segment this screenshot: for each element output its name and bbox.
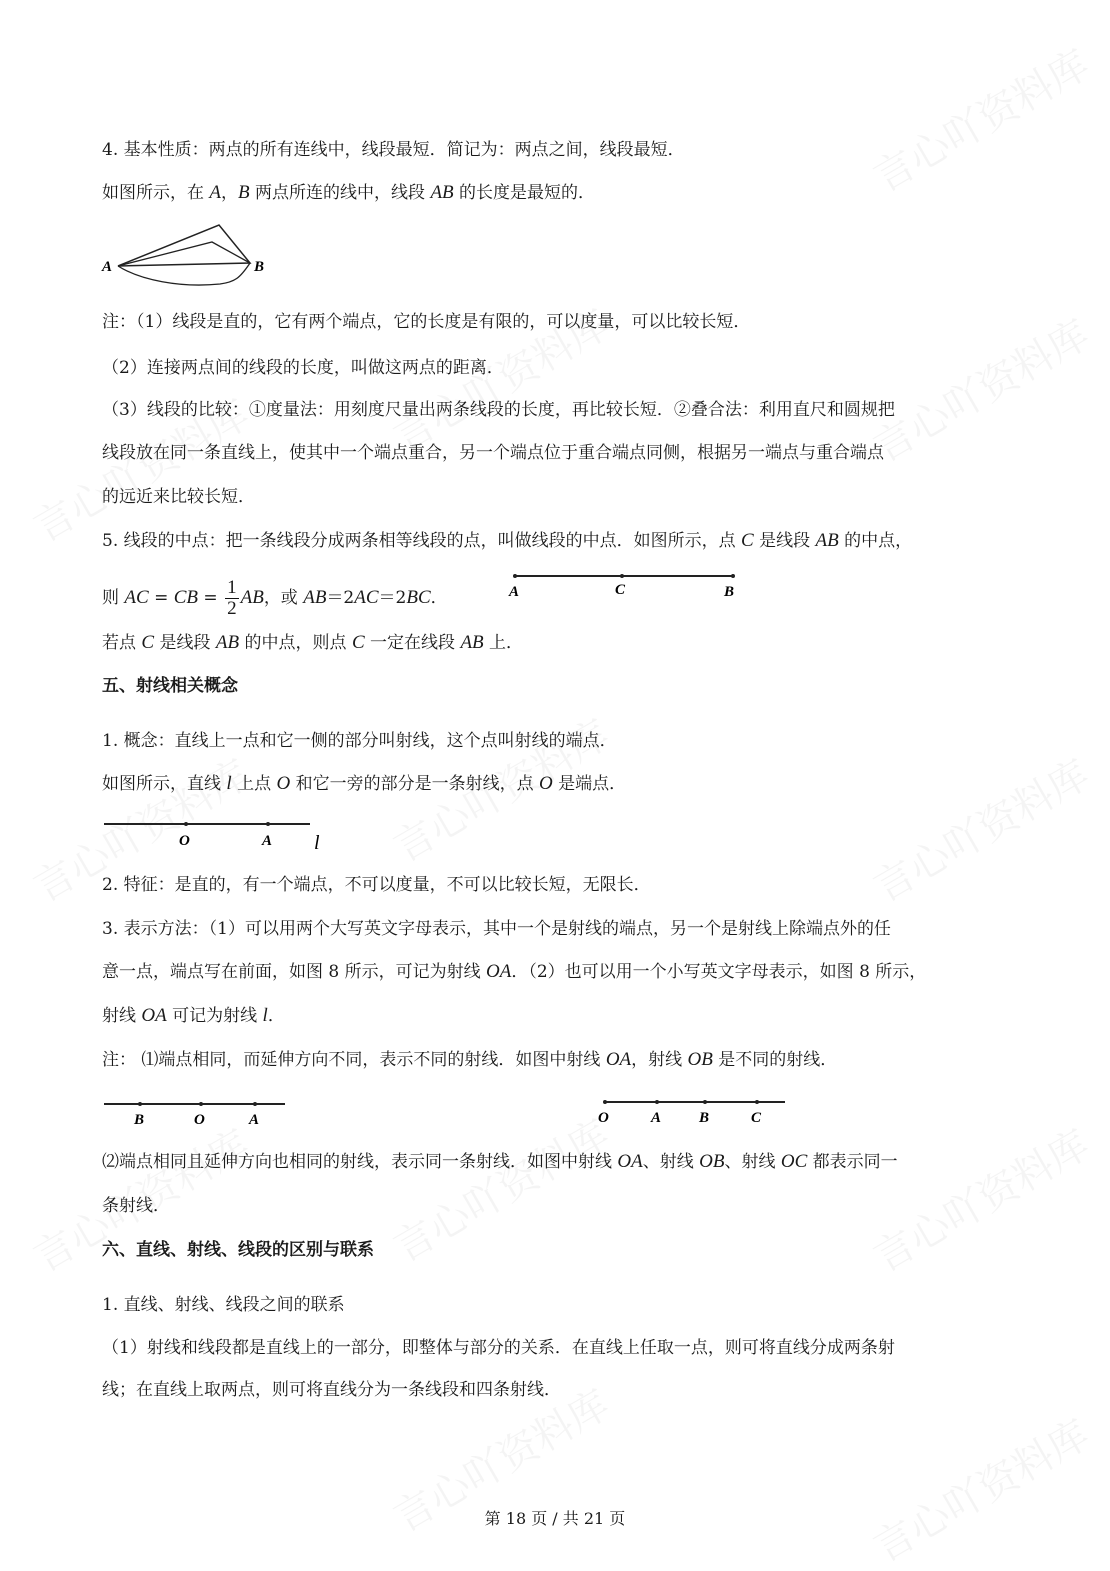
math-variable: CB [173,587,199,608]
text-line [102,917,891,941]
text-segment: 如图所示，在 [102,183,210,203]
figure-shortest-path [100,218,270,290]
math-variable: C [141,632,155,653]
text-segment: 是线段 [154,633,216,653]
text-line [102,631,523,655]
text-segment: 五、射线相关概念 [102,676,238,696]
label-c: C [751,1110,762,1126]
math-variable: O [276,773,291,794]
text-segment: （1）射线和线段都是直线上的一部分，即整体与部分的关系．在直线上任取一点，则可将直线分成两条射 [102,1338,895,1358]
text-segment: 3. 表示方法：（1）可以用两个大写英文字母表示，其中一个是射线的端点，另一个是射线上除端点外的任 [102,919,891,939]
fraction [225,578,239,619]
text-segment: ，射线 [631,1050,688,1070]
math-variable: AB [815,530,839,551]
text-segment: ，或 [263,588,304,608]
text-line [102,310,750,334]
label-a: A [262,833,273,849]
text-segment: 射线 [102,1006,142,1026]
math-variable: AB [430,182,454,203]
text-segment: 如图所示，直线 [102,774,227,794]
math-variable: l [226,773,232,794]
text-segment: 上点 [231,774,277,794]
label-a: A [249,1112,260,1128]
text-line [102,529,912,553]
text-segment: 的长度是最短的． [453,183,596,203]
watermark [862,744,1098,913]
text-line [102,181,595,205]
text-segment: 1. 直线、射线、线段之间的联系 [102,1295,345,1315]
text-segment: 的中点， [838,531,913,551]
math-variable: B [238,182,250,203]
text-segment: 2. 特征：是直的，有一个端点，不可以度量，不可以比较长短，无限长． [102,875,651,895]
math-variable: A [209,182,222,203]
text-segment: ， [221,183,239,203]
text-segment: 4. 基本性质：两点的所有连线中，线段最短．简记为：两点之间，线段最短． [102,140,685,160]
label-a: A [102,259,113,275]
text-segment: 意一点，端点写在前面，如图 8 所示，可记为射线 [102,962,487,982]
math-variable: BC [406,587,431,608]
text-segment: 线；在直线上取两点，则可将直线分为一条线段和四条射线． [102,1380,561,1400]
text-line [102,1293,345,1317]
text-segment: 是不同的射线． [712,1050,838,1070]
numerator: 1 [227,577,237,598]
text-line [102,441,884,465]
text-line [102,356,504,380]
text-segment: 和它一旁的部分是一条射线，点 [290,774,540,794]
text-line [102,1194,170,1218]
math-variable: AB [303,587,327,608]
label-a: A [651,1110,662,1126]
text-line [102,772,626,796]
page-footer: 第 18 页 / 共 21 页 [484,1509,626,1528]
text-segment: 是端点． [552,774,627,794]
text-line [102,873,651,897]
watermark [382,1104,618,1273]
text-segment: ． [430,588,448,608]
label-c: C [615,582,626,598]
text-line [102,1150,898,1174]
text-segment: 、射线 [642,1152,700,1172]
math-variable: l [262,1005,268,1026]
math-variable: C [741,530,754,551]
text-segment: 则 [102,588,125,608]
text-segment: 线段放在同一条直线上，使其中一个端点重合，另一个端点位于重合端点同侧，根据另一端点与重合端点 [102,443,884,463]
text-segment: ．（2）也可以用一个小写英文字母表示，如图 8 所示， [511,962,927,982]
text-segment: 是线段 [753,531,816,551]
math-variable: O [539,773,553,794]
math-variable: OA [486,961,512,982]
figure-midpoint [505,568,745,602]
text-line [102,1004,285,1028]
text-segment: 一定在线段 [364,633,461,653]
math-variable: OB [687,1049,713,1070]
text-segment: 可记为射线 [166,1006,263,1026]
text-line [102,578,448,619]
label-o: O [194,1112,205,1128]
math-variable: OA [605,1049,632,1070]
text-segment: ＝2 [326,588,355,608]
math-variable: C [351,632,365,653]
label-o: O [598,1110,609,1126]
math-variable: AB [460,632,484,653]
denominator: 2 [227,598,237,619]
text-segment: 1. 概念：直线上一点和它一侧的部分叫射线，这个点叫射线的端点． [102,731,617,751]
text-segment: ⑵端点相同且延伸方向也相同的射线，表示同一条射线．如图中射线 [102,1152,618,1172]
section-heading [102,674,238,698]
watermark [862,34,1098,203]
text-segment: 5. 线段的中点：把一条线段分成两条相等线段的点，叫做线段的中点．如图所示，点 [102,531,742,551]
text-line [102,485,255,509]
text-segment: = [198,588,224,608]
figure-opposite-rays [100,1096,300,1130]
text-segment: ． [267,1006,285,1026]
watermark [862,1404,1098,1571]
text-segment: （3）线段的比较：①度量法：用刻度尺量出两条线段的长度，再比较长短．②叠合法：利用直尺和圆规把 [102,400,895,420]
label-b: B [134,1112,145,1128]
math-variable: AC [124,587,149,608]
text-segment: 上． [483,633,524,653]
label-a: A [509,584,520,600]
figure-ray [100,815,340,855]
text-segment: 的中点，则点 [239,633,352,653]
figure-same-rays [595,1094,795,1128]
label-l: l [314,832,320,854]
watermark [862,1114,1098,1283]
label-o: O [179,833,190,849]
label-b: B [254,259,265,275]
text-line [102,729,617,753]
math-variable: AB [240,587,264,608]
text-segment: 注：（1）线段是直的，它有两个端点，它的长度是有限的，可以度量，可以比较长短． [102,312,751,332]
text-segment: 若点 [102,633,142,653]
text-segment: 注： ⑴端点相同，而延伸方向不同，表示不同的射线．如图中射线 [102,1050,606,1070]
text-segment: ＝2 [378,588,407,608]
text-line [102,138,685,162]
text-segment: 六、直线、射线、线段的区别与联系 [102,1240,374,1260]
math-variable: OA [617,1151,643,1172]
label-b: B [724,584,735,600]
text-line [102,1378,561,1402]
math-variable: AC [354,587,379,608]
math-variable: OB [699,1151,725,1172]
text-segment: （2）连接两点间的线段的长度，叫做这两点的距离． [102,358,504,378]
section-heading [102,1238,374,1262]
math-variable: OC [780,1151,808,1172]
text-segment: 都表示同一 [807,1152,898,1172]
math-variable: OA [141,1005,167,1026]
text-segment: 两点所连的线中，线段 [249,183,431,203]
text-segment: 条射线． [102,1196,170,1216]
text-segment: 、射线 [724,1152,781,1172]
text-line [102,1336,895,1360]
text-line [102,1048,837,1072]
text-segment: 的远近来比较长短． [102,487,255,507]
math-variable: AB [215,632,240,653]
text-line [102,960,926,984]
watermark [862,304,1098,473]
text-line [102,398,895,422]
label-b: B [699,1110,710,1126]
text-segment: = [148,588,174,608]
